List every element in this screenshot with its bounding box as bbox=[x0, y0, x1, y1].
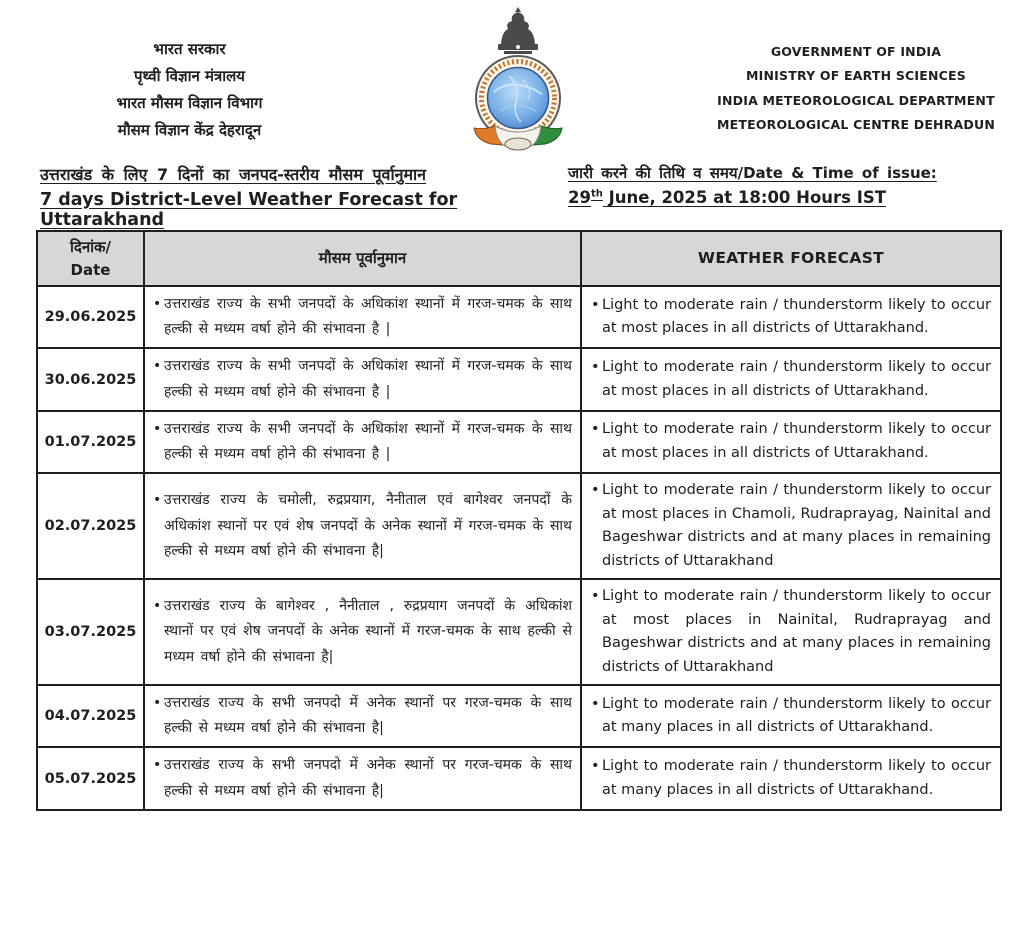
english-forecast-cell bbox=[581, 685, 1001, 747]
hindi-forecast-text: उत्तराखंड राज्य के सभी जनपदो में अनेक स्थानों पर गरज-चमक के साथ हल्की से मध्यम वर्षा होने की संभावना है| bbox=[164, 695, 572, 737]
hindi-forecast-text: उत्तराखंड राज्य के सभी जनपदो में अनेक स्थानों पर गरज-चमक के साथ हल्की से मध्यम वर्षा होने की संभावना है| bbox=[164, 757, 572, 799]
org-header-english bbox=[700, 40, 1012, 138]
bullet: • bbox=[591, 359, 600, 376]
hindi-forecast-cell bbox=[144, 579, 581, 685]
globe-icon bbox=[488, 68, 549, 129]
column-header-hindi-forecast: मौसम पूर्वानुमान bbox=[144, 231, 581, 286]
date-cell: 05.07.2025 bbox=[37, 747, 144, 809]
bullet: • bbox=[153, 296, 162, 312]
issue-rest: June, 2025 at 18:00 Hours IST bbox=[602, 188, 887, 207]
bullet: • bbox=[153, 598, 162, 615]
org-english-line-4: METEOROLOGICAL CENTRE DEHRADUN bbox=[716, 117, 996, 133]
org-english-line-2: MINISTRY OF EARTH SCIENCES bbox=[746, 68, 966, 84]
english-forecast-cell bbox=[581, 747, 1001, 809]
forecast-table bbox=[36, 230, 1002, 811]
org-english-line-3: INDIA METEOROLOGICAL DEPARTMENT bbox=[717, 92, 995, 108]
date-cell: 01.07.2025 bbox=[37, 411, 144, 473]
bullet: • bbox=[591, 296, 600, 313]
org-hindi-line-3: भारत मौसम विज्ञान विभाग bbox=[116, 94, 263, 112]
issue-info-block bbox=[568, 163, 1013, 207]
bullet: • bbox=[153, 695, 162, 711]
table-row bbox=[37, 473, 1001, 579]
table-header-row bbox=[37, 231, 1001, 286]
hindi-forecast-text: उत्तराखंड राज्य के चमोली, रुद्रप्रयाग, नैनीताल एवं बागेश्वर जनपदों के अधिकांश स्थानों पर एवं शेष जनपदों के अनेक स्थानों में गरज-चमक के साथ हल्की से मध्यम वर्षा होने की संभावना है| bbox=[164, 492, 572, 559]
org-hindi-line-4: मौसम विज्ञान केंद्र देहरादून bbox=[117, 121, 262, 139]
table-row bbox=[37, 579, 1001, 685]
hindi-forecast-cell bbox=[144, 411, 581, 473]
table-row bbox=[37, 685, 1001, 747]
bullet: • bbox=[591, 482, 600, 499]
hindi-forecast-cell bbox=[144, 348, 581, 410]
hindi-forecast-cell bbox=[144, 747, 581, 809]
issue-day: 29 bbox=[568, 188, 591, 207]
issue-ordinal: th bbox=[590, 188, 603, 200]
date-cell: 30.06.2025 bbox=[37, 348, 144, 410]
english-forecast-cell bbox=[581, 411, 1001, 473]
document-title-hindi: उत्तराखंड के लिए 7 दिनों का जनपद-स्तरीय मौसम पूर्वानुमान bbox=[40, 165, 427, 184]
bullet: • bbox=[153, 757, 162, 774]
org-header-hindi bbox=[52, 36, 327, 144]
date-cell: 29.06.2025 bbox=[37, 286, 144, 348]
column-header-weather-forecast: WEATHER FORECAST bbox=[581, 231, 1001, 286]
bullet: • bbox=[153, 358, 162, 375]
bullet: • bbox=[591, 758, 600, 775]
hindi-forecast-cell bbox=[144, 685, 581, 747]
bullet: • bbox=[153, 420, 162, 437]
hindi-forecast-cell bbox=[144, 473, 581, 579]
english-forecast-cell bbox=[581, 473, 1001, 579]
table-row bbox=[37, 747, 1001, 809]
bullet: • bbox=[591, 421, 600, 438]
column-header-date: दिनांक/ Date bbox=[37, 231, 144, 286]
hindi-forecast-text: उत्तराखंड राज्य के बागेश्वर , नैनीताल , रुद्रप्रयाग जनपदों के अधिकांश स्थानों पर एवं शेष जनपदों के अनेक स्थानों में गरज-चमक के साथ हल्की से मध्यम वर्षा होने की संभावना है| bbox=[164, 598, 572, 665]
english-forecast-cell bbox=[581, 348, 1001, 410]
english-forecast-text: Light to moderate rain / thunderstorm likely to occur at most places in all districts of Uttarakhand. bbox=[602, 421, 991, 461]
document-title-block bbox=[40, 163, 520, 230]
hindi-forecast-cell bbox=[144, 286, 581, 348]
bullet: • bbox=[591, 588, 600, 605]
table-row bbox=[37, 286, 1001, 348]
english-forecast-text: Light to moderate rain / thunderstorm likely to occur at most places in all districts of Uttarakhand. bbox=[602, 296, 991, 337]
ashoka-lions-icon bbox=[498, 7, 538, 54]
english-forecast-cell bbox=[581, 579, 1001, 685]
english-forecast-text: Light to moderate rain / thunderstorm likely to occur at most places in all districts of Uttarakhand. bbox=[602, 359, 991, 399]
english-forecast-text: Light to moderate rain / thunderstorm likely to occur at many places in all districts of Uttarakhand. bbox=[602, 695, 991, 736]
imd-emblem-logo bbox=[461, 6, 575, 158]
document-title-english: 7 days District-Level Weather Forecast for Uttarakhand bbox=[40, 190, 458, 230]
org-english-line-1: GOVERNMENT OF INDIA bbox=[770, 44, 942, 59]
english-forecast-cell bbox=[581, 286, 1001, 348]
bullet: • bbox=[153, 492, 162, 509]
english-forecast-text: Light to moderate rain / thunderstorm likely to occur at most places in Nainital, Rudraprayag and Bageshwar districts and at many places in remaining districts of Uttarakhand bbox=[602, 588, 991, 675]
date-cell: 04.07.2025 bbox=[37, 685, 144, 747]
org-hindi-line-2: पृथ्वी विज्ञान मंत्रालय bbox=[133, 67, 246, 85]
date-cell: 02.07.2025 bbox=[37, 473, 144, 579]
table-row bbox=[37, 411, 1001, 473]
hindi-forecast-text: उत्तराखंड राज्य के सभी जनपदों के अधिकांश स्थानों में गरज-चमक के साथ हल्की से मध्यम वर्षा होने की संभावना है | bbox=[164, 420, 572, 462]
bullet: • bbox=[591, 695, 600, 712]
issue-datetime-value bbox=[568, 188, 1013, 207]
issue-datetime-label: जारी करने की तिथि व समय/Date & Time of issue: bbox=[568, 164, 937, 182]
hindi-forecast-text: उत्तराखंड राज्य के सभी जनपदों के अधिकांश स्थानों में गरज-चमक के साथ हल्की से मध्यम वर्षा होने की संभावना है | bbox=[164, 358, 572, 400]
english-forecast-text: Light to moderate rain / thunderstorm likely to occur at many places in all districts of Uttarakhand. bbox=[602, 758, 991, 798]
hindi-forecast-text: उत्तराखंड राज्य के सभी जनपदों के अधिकांश स्थानों में गरज-चमक के साथ हल्की से मध्यम वर्षा होने की संभावना है | bbox=[164, 296, 572, 338]
date-cell: 03.07.2025 bbox=[37, 579, 144, 685]
table-row bbox=[37, 348, 1001, 410]
imd-emblem-graphic bbox=[461, 6, 575, 158]
org-hindi-line-1: भारत सरकार bbox=[153, 40, 226, 58]
english-forecast-text: Light to moderate rain / thunderstorm likely to occur at most places in Chamoli, Rudraprayag, Nainital and Bageshwar districts and at many places in remaining districts of Uttarakhand bbox=[602, 482, 991, 569]
